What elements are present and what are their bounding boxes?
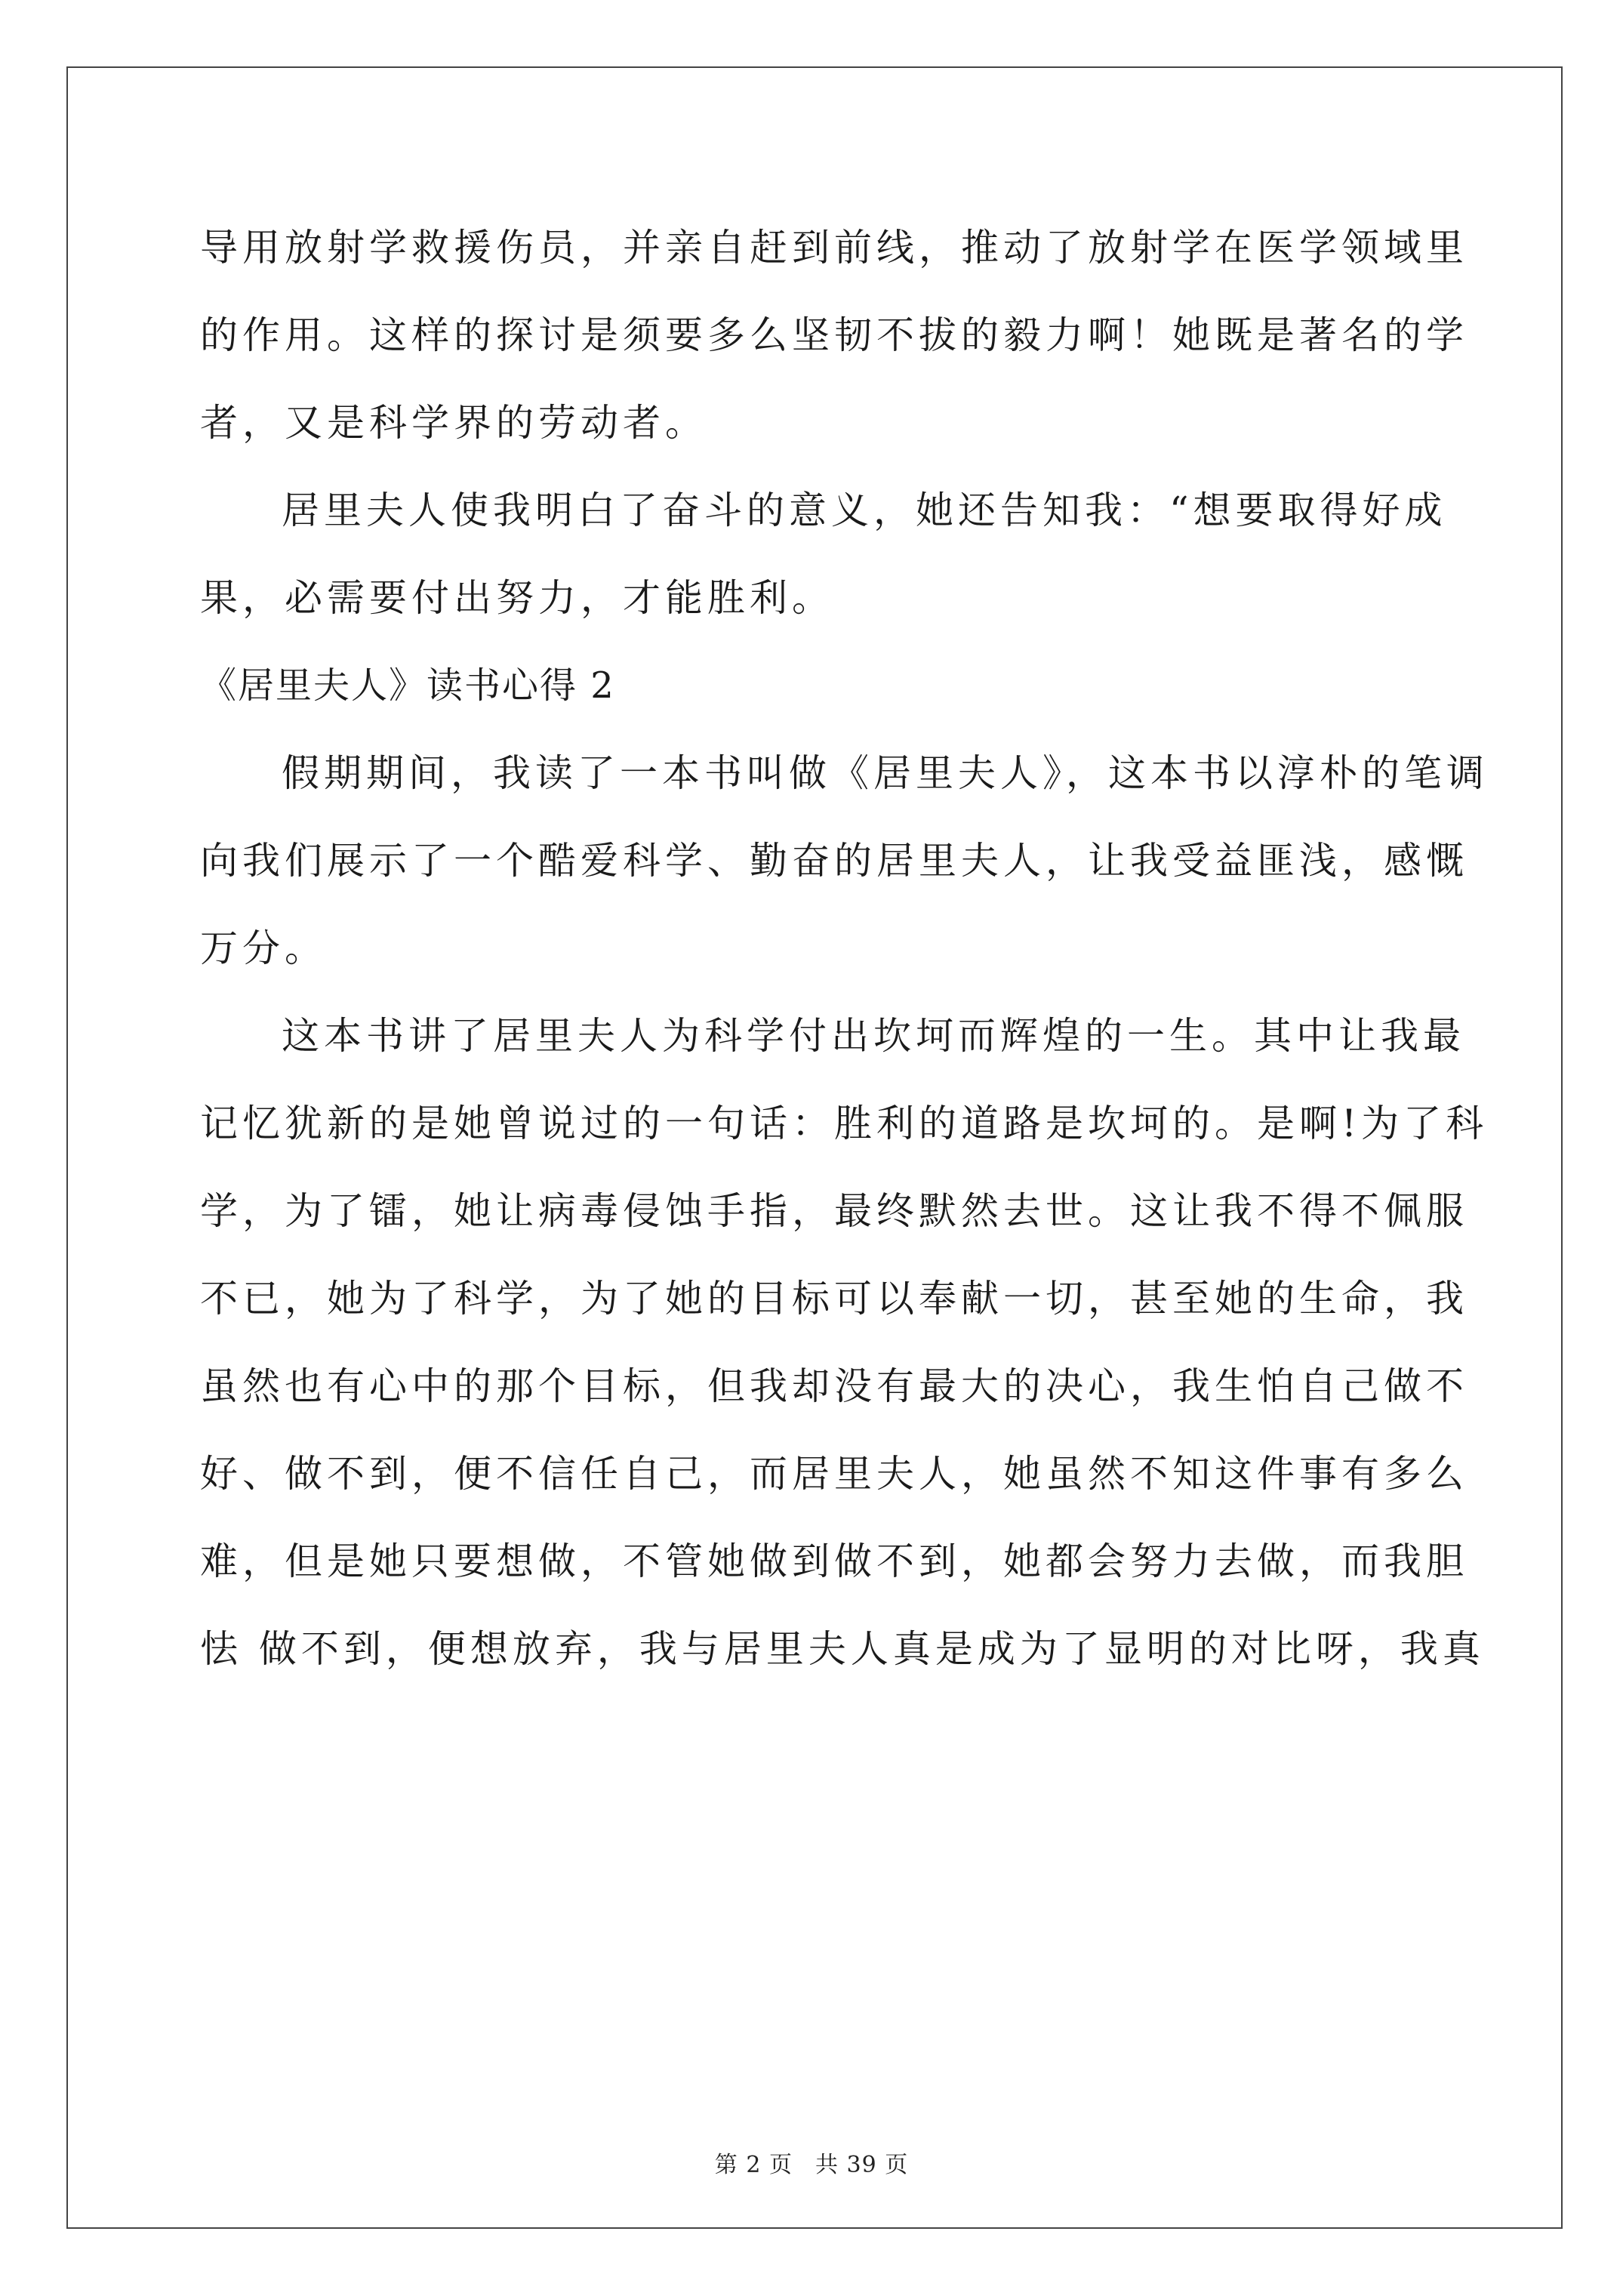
text-line: 记忆犹新的是她曾说过的一句话：胜利的道路是坎坷的。是啊!为了科 bbox=[200, 1102, 1489, 1145]
text-line: 向我们展示了一个酷爱科学、勤奋的居里夫人，让我受益匪浅，感慨 bbox=[200, 839, 1468, 883]
text-line: 假期期间，我读了一本书叫做《居里夫人》，这本书以淳朴的笔调 bbox=[282, 751, 1489, 795]
text-line: 虽然也有心中的那个目标，但我却没有最大的决心，我生怕自己做不 bbox=[200, 1364, 1468, 1408]
text-line: 居里夫人使我明白了奋斗的意义，她还告知我：“想要取得好成 bbox=[282, 488, 1447, 532]
text-line: 的作用。这样的探讨是须要多么坚韧不拔的毅力啊！她既是著名的学 bbox=[200, 313, 1468, 357]
text-line: 导用放射学救援伤员，并亲自赶到前线，推动了放射学在医学领域里 bbox=[200, 226, 1468, 270]
text-line: 不已，她为了科学，为了她的目标可以奉献一切，甚至她的生命，我 bbox=[200, 1277, 1468, 1321]
page-total: 共 39 页 bbox=[815, 2152, 909, 2178]
section-heading: 《居里夫人》读书心得 2 bbox=[200, 664, 615, 707]
page-number: 第 2 页 bbox=[714, 2152, 793, 2178]
page-footer bbox=[0, 2146, 1623, 2179]
text-line: 好、做不到，便不信任自己，而居里夫人，她虽然不知这件事有多么 bbox=[200, 1452, 1468, 1496]
text-line: 果，必需要付出努力，才能胜利。 bbox=[200, 576, 834, 620]
text-line: 怯 做不到，便想放弃，我与居里夫人真是成为了显明的对比呀，我真 bbox=[200, 1627, 1485, 1671]
text-line: 万分。 bbox=[200, 926, 327, 970]
document-body bbox=[200, 204, 1489, 1693]
text-line: 学，为了镭，她让病毒侵蚀手指，最终默然去世。这让我不得不佩服 bbox=[200, 1189, 1468, 1233]
text-line: 难，但是她只要想做，不管她做到做不到，她都会努力去做，而我胆 bbox=[200, 1539, 1468, 1583]
text-line: 者，又是科学界的劳动者。 bbox=[200, 401, 707, 445]
text-line: 这本书讲了居里夫人为科学付出坎坷而辉煌的一生。其中让我最 bbox=[282, 1014, 1465, 1058]
